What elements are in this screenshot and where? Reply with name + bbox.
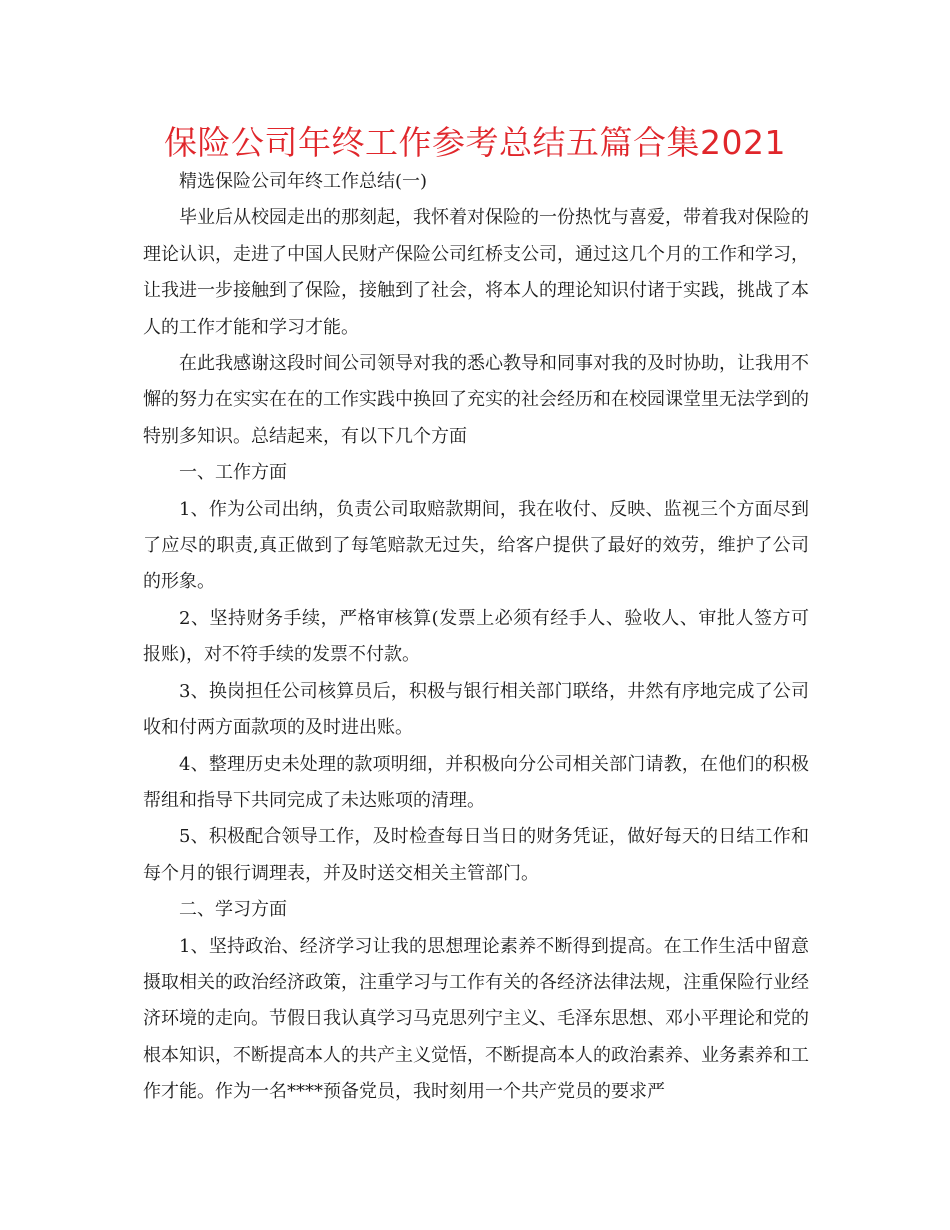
paragraph: 5、积极配合领导工作，及时检查每日当日的财务凭证，做好每天的日结工作和每个月的银行调理表，并及时送交相关主管部门。 xyxy=(143,826,809,884)
section-heading: 一、工作方面 xyxy=(179,462,287,484)
paragraph: 1、作为公司出纳，负责公司取赔款期间，我在收付、反映、监视三个方面尽到了应尽的职责,真正做到了每笔赔款无过失，给客户提供了最好的效劳，维护了公司的形象。 xyxy=(143,498,809,593)
document-title: 保险公司年终工作参考总结五篇合集2021 xyxy=(164,123,786,162)
paragraph: 4、整理历史未处理的款项明细，并积极向分公司相关部门请教，在他们的积极帮组和指导下共同完成了未达账项的清理。 xyxy=(143,753,809,811)
document-body xyxy=(143,164,809,1111)
section-subtitle: 精选保险公司年终工作总结(一) xyxy=(179,171,428,192)
paragraph: 在此我感谢这段时间公司领导对我的悉心教导和同事对我的及时协助，让我用不懈的努力在实实在在的工作实践中换回了充实的社会经历和在校园课堂里无法学到的特别多知识。总结起来，有以下几个方面 xyxy=(143,353,809,447)
paragraph: 2、坚持财务手续，严格审核算(发票上必须有经手人、验收人、审批人签方可报账)，对不符手续的发票不付款。 xyxy=(143,607,809,666)
paragraph: 毕业后从校园走出的那刻起，我怀着对保险的一份热忱与喜爱，带着我对保险的理论认识，走进了中国人民财产保险公司红桥支公司，通过这几个月的工作和学习，让我进一步接触到了保险，接触到了社会，将本人的理论知识付诸于实践，挑战了本人的工作才能和学习才能。 xyxy=(143,207,809,338)
paragraph: 3、换岗担任公司核算员后，积极与银行相关部门联络，井然有序地完成了公司收和付两方面款项的及时进出账。 xyxy=(143,680,809,739)
section-heading: 二、学习方面 xyxy=(179,899,287,921)
paragraph: 1、坚持政治、经济学习让我的思想理论素养不断得到提高。在工作生活中留意摄取相关的政治经济政策，注重学习与工作有关的各经济法律法规，注重保险行业经济环境的走向。节假日我认真学习马克思列宁主义、毛泽东思想、邓小平理论和党的根本知识，不断提高本人的共产主义觉悟，不断提高本人的政治素养、业务素养和工作才能。作为一名****预备党员，我时刻用一个共产党员的要求严 xyxy=(143,935,809,1103)
